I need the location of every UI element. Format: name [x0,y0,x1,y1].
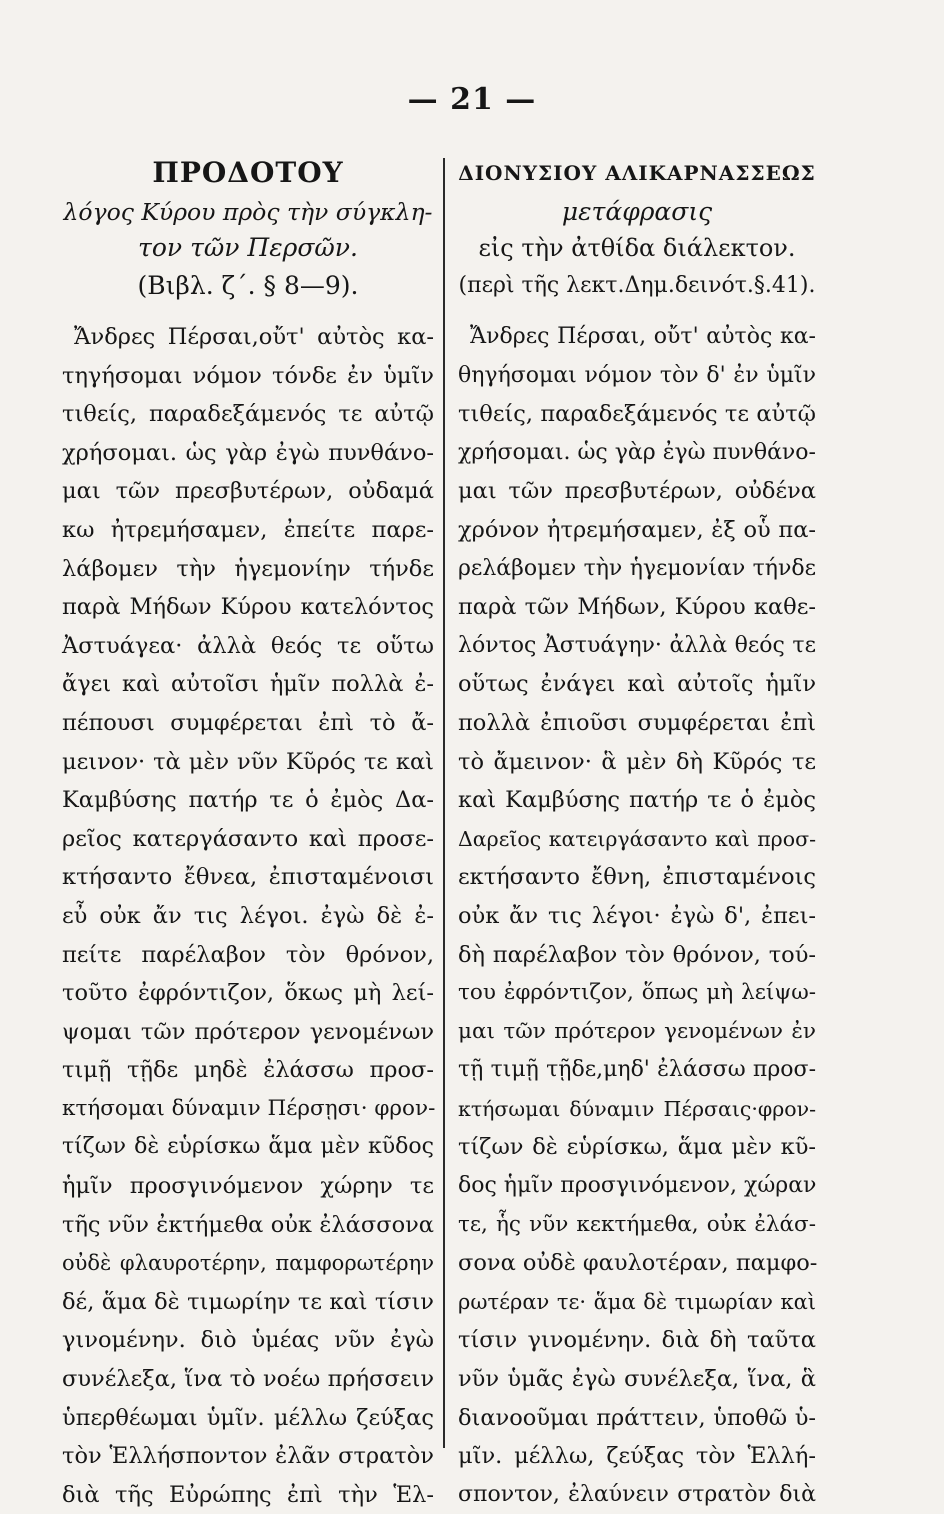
right-text-line: τιθείς, παραδεξάμενός τε αὐτῷ [458,401,816,428]
right-text-line: διανοοῦμαι πράττειν, ὑποθῶ ὑ- [458,1404,816,1431]
left-text-line: τῆς νῦν ἐκτήμεθα οὐκ ἐλάσσονα [62,1211,434,1238]
right-text-line: δὴ παρέλαβον τὸν θρόνον, τού- [458,941,816,968]
left-text-line: συνέλεξα, ἵνα τὸ νοέω πρήσσειν [62,1366,434,1393]
left-text-line: μαι τῶν πρεσβυτέρων, οὐδαμά [62,478,434,505]
right-text-line: οὕτως ἐνάγει καὶ αὐτοῖς ἡμῖν [458,671,816,698]
left-subtitle-line-2: τον τῶν Περσῶν. [138,233,358,262]
left-text-line: ἄγει καὶ αὐτοῖσι ἡμῖν πολλὰ ἐ- [62,671,434,698]
right-text-line: χρόνον ἠτρεμήσαμεν, ἐξ οὗ πα- [458,516,816,543]
right-text-line: κτήσωμαι δύναμιν Πέρσαις·φρον- [458,1096,816,1121]
right-text-line: θηγήσομαι νόμον τὸν δ' ἐν ὑμῖν [458,362,816,388]
left-subtitle-line-1: λόγος Κύρου πρὸς τὴν σύγκλη- [63,198,433,226]
page-number: — 21 — [407,82,537,117]
right-text-line: σποντον, ἐλαύνειν στρατὸν διὰ [458,1481,816,1507]
left-reference: (Βιβλ. ζ΄. § 8—9). [137,271,359,300]
right-subtitle: μετάφρασις [561,197,713,226]
left-text-line: διὰ τῆς Εὐρώπης ἐπὶ τὴν Ἑλ- [62,1481,434,1508]
left-text-line: τιθείς, παραδεξάμενός τε αὐτῷ [62,401,434,428]
left-text-line: πείτε παρέλαβον τὸν θρόνον, [62,941,434,968]
right-text-line: νῦν ὑμᾶς ἐγὼ συνέλεξα, ἵνα, ἃ [458,1366,816,1393]
right-text-line: τὸ ἄμεινον· ἃ μὲν δὴ Κῦρός τε [458,748,816,775]
left-text-line: μεινον· τὰ μὲν νῦν Κῦρός τε καὶ [62,748,434,775]
right-text-line: ρελάβομεν τὴν ἡγεμονίαν τήνδε [458,555,816,581]
left-text-line: εὖ οὐκ ἄν τις λέγοι. ἐγὼ δὲ ἐ- [62,902,434,929]
left-text-line: ὑπερθέωμαι ὑμῖν. μέλλω ζεύξας [62,1404,434,1431]
left-text-line: λάβομεν τὴν ἡγεμονίην τήνδε [62,555,434,582]
left-text-line: ρεῖος κατεργάσαντο καὶ προσε- [62,825,434,852]
left-text-line: τοῦτο ἐφρόντιζον, ὅκως μὴ λεί- [62,980,434,1007]
left-text-body [62,318,434,1514]
right-text-body [458,318,816,1514]
right-text-line: οὐκ ἄν τις λέγοι· ἐγὼ δ', ἐπει- [458,902,816,929]
left-text-line: κτήσαντο ἔθνεα, ἐπισταμένοισι [62,864,434,891]
right-text-line: μαι τῶν πρότερον γενομένων ἐν [458,1018,816,1044]
right-column [458,152,816,1514]
left-text-line: τίζων δὲ εὑρίσκω ἅμα μὲν κῦδος [62,1134,434,1160]
right-text-line: Ἄνδρες Πέρσαι, οὔτ' αὐτὸς κα- [470,324,816,349]
right-text-line: του ἐφρόντιζον, ὅπως μὴ λείψω- [458,980,816,1006]
right-text-line: ρωτέραν τε· ἅμα δὲ τιμωρίαν καὶ [458,1289,816,1314]
right-text-line: τίζων δὲ εὑρίσκω, ἅμα μὲν κῦ- [458,1134,816,1161]
right-text-line: εκτήσαντο ἔθνη, ἐπισταμένοις [458,864,816,891]
right-text-line: λόντος Ἀστυάγην· ἀλλὰ θεός τε [458,632,816,658]
right-text-line: χρήσομαι. ὡς γὰρ ἐγὼ πυνθάνο- [458,439,816,465]
right-column-title: ΔΙΟΝΥΣΙΟΥ ΑΛΙΚΑΡΝΑΣΣΕΩΣ [458,161,816,185]
left-column [62,152,434,1514]
left-column-title: ΠΡΟΔΟΤΟΥ [152,156,344,189]
right-reference: (περὶ τῆς λεκτ.Δημ.δεινότ.§.41). [458,273,816,298]
left-text-line: δέ, ἅμα δὲ τιμωρίην τε καὶ τίσιν [62,1288,434,1315]
left-text-line: τιμῇ τῇδε μηδὲ ἐλάσσω προσ- [62,1057,434,1084]
left-text-line: οὐδὲ φλαυροτέρην, παμφορωτέρην [62,1251,434,1276]
left-text-line: ἡμῖν προσγινόμενον χώρην τε [62,1173,434,1200]
right-text-line: σονα οὐδὲ φαυλοτέραν, παμφο- [458,1250,818,1277]
right-text-line: μαι τῶν πρεσβυτέρων, οὐδένα [458,478,816,505]
right-subtitle-2: εἰς τὴν ἀτθίδα διάλεκτον. [478,234,796,262]
left-text-line: τὸν Ἑλλήσποντον ἐλᾶν στρατὸν [62,1443,434,1470]
right-text-line: μῖν. μέλλω, ζεύξας τὸν Ἑλλή- [458,1443,816,1470]
left-text-line: γινομένην. διὸ ὑμέας νῦν ἐγὼ [62,1327,434,1354]
left-subtitle [62,194,434,266]
left-text-line: ψομαι τῶν πρότερον γενομένων [62,1018,434,1045]
right-text-line: τε, ἧς νῦν κεκτήμεθα, οὐκ ἐλάσ- [458,1211,816,1237]
right-text-line: τίσιν γινομένην. διὰ δὴ ταῦτα [458,1327,816,1354]
right-text-line: παρὰ τῶν Μήδων, Κύρου καθε- [458,594,816,621]
column-divider [443,158,445,1448]
left-text-line: Καμβύσης πατήρ τε ὁ ἐμὸς Δα- [62,787,434,814]
right-text-line: καὶ Καμβύσης πατήρ τε ὁ ἐμὸς [458,787,816,814]
left-text-line: πέπουσι συμφέρεται ἐπὶ τὸ ἄ- [62,709,434,736]
right-text-line: Δαρεῖος κατειργάσαντο καὶ προσ- [458,826,816,851]
right-text-line: πολλὰ ἐπιοῦσι συμφέρεται ἐπὶ [458,709,816,736]
left-text-line: χρήσομαι. ὡς γὰρ ἐγὼ πυνθάνο- [62,439,434,466]
left-text-line: κω ἠτρεμήσαμεν, ἐπείτε παρε- [62,516,434,543]
left-text-line: Ἄνδρες Πέρσαι,οὔτ' αὐτὸς κα- [74,324,434,350]
left-text-line: τηγήσομαι νόμον τόνδε ἐν ὑμῖν [62,362,434,389]
left-text-line: κτήσομαι δύναμιν Πέρσῃσι· φρον- [62,1095,436,1121]
left-text-line: παρὰ Μήδων Κύρου κατελόντος [62,594,434,621]
right-text-line: τῇ τιμῇ τῇδε,μηδ' ἐλάσσω προσ- [458,1057,816,1083]
right-text-line: δος ἡμῖν προσγινόμενον, χώραν [458,1173,817,1199]
left-text-line: Ἀστυάγεα· ἀλλὰ θεός τε οὕτω [62,632,434,659]
